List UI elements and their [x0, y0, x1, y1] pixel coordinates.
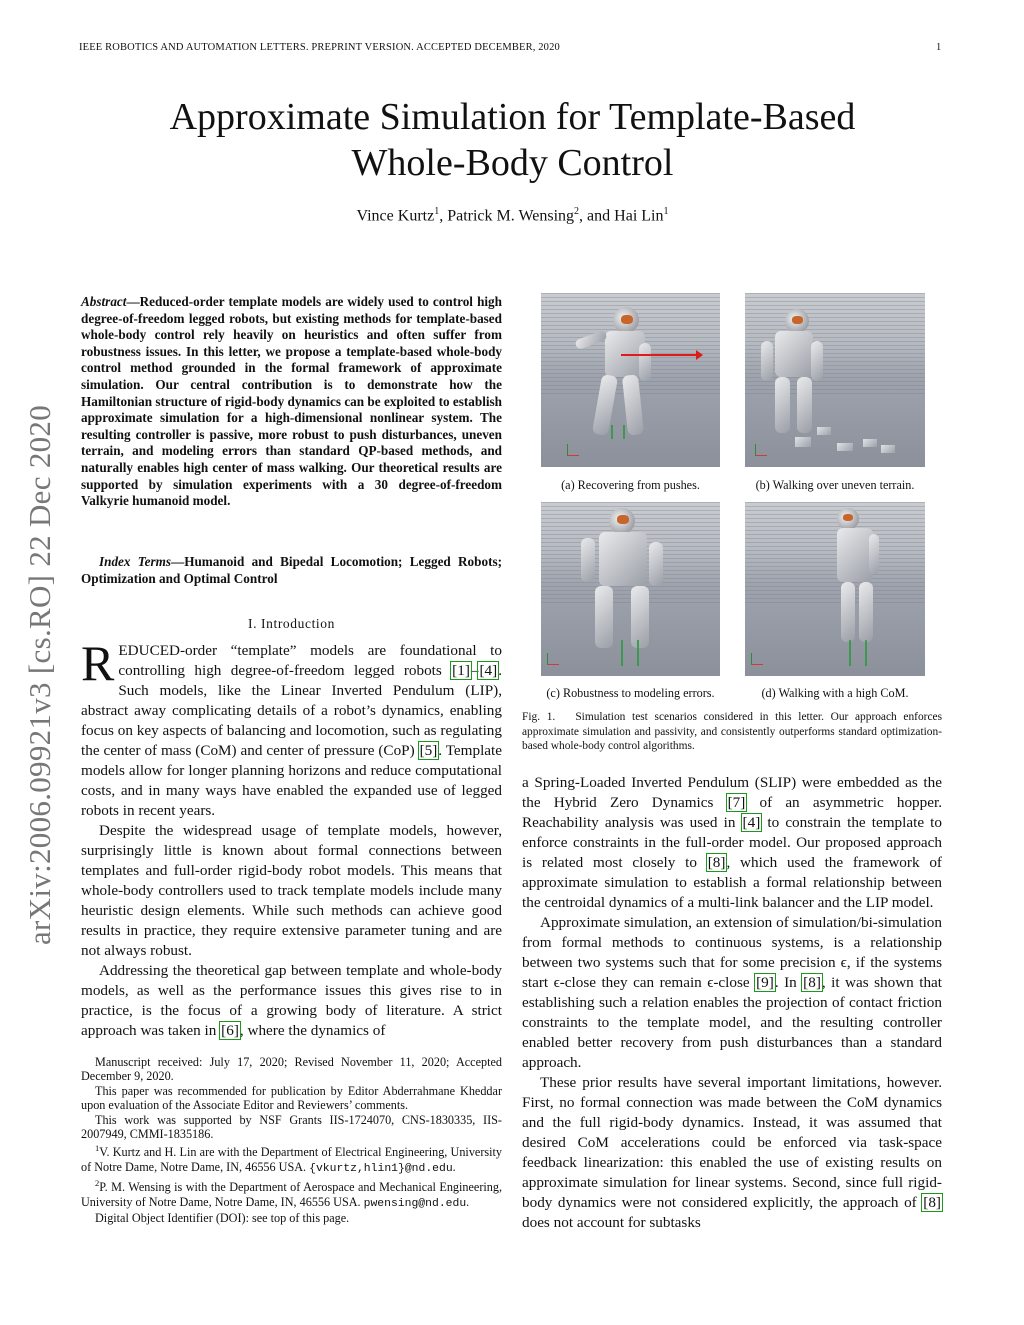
body-text: to constrain the template to enforce constraints in the full-order model. Our proposed approach is related most closely to: [522, 814, 942, 871]
figure-panel-d: [745, 502, 925, 676]
contact-force-icon: [849, 640, 867, 666]
intro-text: –: [470, 662, 479, 679]
citation-link[interactable]: [8]: [707, 854, 726, 871]
citation-link[interactable]: [4]: [742, 814, 761, 831]
robot-leg: [775, 377, 790, 433]
footnote-marker: 2: [95, 1178, 100, 1189]
email-link[interactable]: {vkurtz,hlin1}@nd.edu: [309, 1162, 453, 1175]
body-paragraph: [522, 913, 942, 1073]
footnotes: [81, 1055, 502, 1226]
citation-link[interactable]: [7]: [727, 794, 746, 811]
robot-leg: [859, 582, 873, 642]
body-paragraph: [522, 773, 942, 913]
title-line-2: Whole-Body Control: [351, 142, 674, 184]
index-terms: [81, 554, 502, 587]
contact-force-icon: [621, 640, 639, 666]
axis-y-icon: [567, 444, 568, 456]
footnote: This paper was recommended for publication by Editor Abderrahmane Kheddar upon evaluation of the Associate Editor and Reviewers’ comments.: [81, 1083, 502, 1113]
body-text: a Spring-Loaded Inverted Pendulum (SLIP) were embedded as the the Hybrid Zero Dynamics: [522, 774, 942, 811]
body-text: , it was shown that establishing such a relation enables the projection of contact friction constraints to the template model, and the resulting controller enabled better recovery from push disturbances than a standard approach.: [522, 974, 942, 1071]
citation-link[interactable]: [9]: [756, 974, 774, 991]
terrain-block: [881, 445, 895, 453]
footnote: [81, 1141, 502, 1176]
robot-arm: [869, 534, 879, 574]
intro-text: Addressing the theoretical gap between template and whole-body models, as well as the performance issues this gives rise to in practice, is the focus of a growing body of literature. A strict approach was taken in: [81, 962, 502, 1039]
intro-text: . Such models, like the Linear Inverted Pendulum (LIP), abstract away complicating details of a robot’s dynamics, enabling focus on key aspects of balancing and locomotion, such as regulating the center of mass (CoM) and center of pressure (CoP): [81, 662, 502, 759]
footnote-text: P. M. Wensing is with the Department of Aerospace and Mechanical Engineering, University of Notre Dame, Notre Dame, IN, 46556 USA.: [81, 1180, 502, 1209]
terrain-block: [795, 437, 811, 447]
drop-cap: R: [81, 635, 115, 691]
robot-leg: [841, 582, 855, 642]
axis-y-icon: [751, 653, 752, 665]
index-terms-label: Index Terms: [99, 554, 172, 569]
citation-link[interactable]: [5]: [419, 742, 438, 759]
page-number: 1: [936, 42, 942, 53]
contact-force-icon: [611, 425, 625, 439]
robot-torso: [775, 331, 813, 377]
figure-caption-text: Simulation test scenarios considered in this letter. Our approach enforces approximate simulation and passivity, and consistently outperforms standard optimization-based whole-body control algorithms.: [522, 711, 943, 753]
author-separator: ,: [439, 207, 448, 225]
subfigure-caption-d: (d) Walking with a high CoM.: [761, 686, 909, 700]
intro-paragraph: [81, 961, 502, 1041]
author-2-affil: 2: [574, 206, 580, 217]
robot-leg: [797, 377, 812, 433]
robot-visor: [792, 316, 803, 324]
robot-visor: [621, 315, 633, 324]
terrain-block: [817, 427, 831, 435]
author-3-affil: 1: [663, 206, 669, 217]
robot-arm: [761, 341, 773, 381]
figure-label: Fig. 1.: [522, 711, 556, 723]
subfigure-caption-b: (b) Walking over uneven terrain.: [755, 478, 915, 492]
body-text: Approximate simulation, an extension of simulation/bi-simulation from formal methods to continuous systems, is a relationship between two systems such that for some precision ϵ, if the systems start ϵ-close they can remain ϵ-close: [522, 914, 942, 991]
robot-visor: [843, 514, 853, 521]
subfigure-caption-a: (a) Recovering from pushes.: [561, 478, 700, 492]
robot-visor: [617, 515, 629, 524]
body-paragraph: [522, 1073, 942, 1233]
body-text: These prior results have several important limitations, however. First, no formal connection was made between the CoM dynamics and the full rigid-body dynamics. Instead, it was assumed that desired CoM accelerations could be enforced via task-space feedback linearization: this enabled the use of existing results on approximate simulation for linear systems. Second, since full rigid-body dynamics were not considered explicitly, the approach of: [522, 1074, 942, 1211]
abstract-label: Abstract: [81, 294, 127, 309]
citation-link[interactable]: [1]: [452, 662, 470, 679]
author-3: Hai Lin: [614, 207, 664, 225]
footnote-text: .: [466, 1194, 470, 1209]
footnote: [81, 1176, 502, 1211]
axis-x-icon: [751, 664, 763, 665]
right-column-body: [522, 773, 942, 1233]
figure-panel-c: [541, 502, 720, 676]
terrain-block: [863, 439, 877, 447]
footnote-text: V. Kurtz and H. Lin are with the Department of Electrical Engineering, University of Notre Dame, Notre Dame, IN, 46556 USA.: [81, 1145, 502, 1174]
author-2: Patrick M. Wensing: [447, 207, 575, 225]
figure-panel-a: [541, 293, 720, 467]
citation-link[interactable]: [4]: [479, 662, 498, 679]
robot-arm: [649, 542, 663, 586]
figure-panel-b: [745, 293, 925, 467]
body-text: . In: [774, 974, 803, 991]
body-text: does not account for subtasks: [522, 1214, 701, 1231]
axis-y-icon: [547, 653, 548, 665]
body-text: of an asymmetric hopper. Reachability analysis was used in: [522, 794, 942, 831]
title-line-1: Approximate Simulation for Template-Based: [169, 96, 856, 138]
intro-paragraph: [81, 635, 502, 821]
section-heading: I. Introduction: [248, 616, 335, 631]
subfigure-caption-c: (c) Robustness to modeling errors.: [546, 686, 715, 700]
citation-link[interactable]: [8]: [803, 974, 821, 991]
author-separator: , and: [579, 207, 615, 225]
axis-x-icon: [567, 455, 579, 456]
paper-title: [60, 94, 965, 186]
body-text: , which used the framework of approximate simulation to establish a formal relationship between the centroidal dynamics of a multi-link balancer and the LIP model.: [522, 854, 942, 911]
footnote: Digital Object Identifier (DOI): see top of this page.: [95, 1211, 350, 1226]
footnote: This work was supported by NSF Grants IIS-1724070, CNS-1830335, IIS-2007949, CMMI-1835186.: [81, 1112, 502, 1142]
axis-y-icon: [755, 444, 756, 456]
author-1: Vince Kurtz: [356, 207, 435, 225]
intro-text: EDUCED-order “template” models are foundational to controlling high degree-of-freedom legged robots: [118, 642, 502, 679]
robot-torso: [599, 532, 647, 586]
axis-x-icon: [547, 664, 559, 665]
robot-leg: [595, 586, 613, 648]
robot-arm: [811, 341, 823, 381]
robot-arm: [581, 538, 595, 582]
robot-leg: [631, 586, 649, 648]
intro-text: . Template models allow for longer planning horizons and reduce computational costs, and in many ways have enabled the expanded use of legged robots in recent years.: [81, 742, 502, 819]
author-list: [60, 206, 965, 225]
citation-link[interactable]: [6]: [221, 1022, 239, 1039]
footnote: Manuscript received: July 17, 2020; Revised November 11, 2020; Accepted December 9, 2020.: [81, 1055, 502, 1084]
figure-caption: [522, 710, 942, 754]
intro-text: , where the dynamics of: [239, 1022, 386, 1039]
citation-link[interactable]: [8]: [923, 1194, 941, 1211]
abstract-text: —Reduced-order template models are widely used to control high degree-of-freedom legged robots, but existing methods for template-based whole-body control rely heavily on heuristics and often suffer from robustness issues. In this letter, we propose a template-based whole-body control method grounded in the formal framework of approximate simulation. Our central contribution is to demonstrate how the Hamiltonian structure of rigid-body dynamics can be exploited to establish approximate simulation for a high-dimensional nonlinear system. The resulting controller is passive, more robust to push disturbances, uneven terrain, and modeling errors than standard QP-based methods, and naturally enables high center of mass walking. Our theoretical results are supported by simulation experiments with a 30 degree-of-freedom Valkyrie humanoid model.: [81, 294, 502, 509]
robot-torso: [837, 528, 873, 582]
abstract: [81, 294, 502, 510]
introduction-body: [81, 635, 502, 1041]
robot-arm: [639, 343, 651, 381]
footnote-marker: 1: [95, 1143, 100, 1154]
push-arrow-icon: [621, 354, 697, 356]
arxiv-stamp: arXiv:2006.09921v3 [cs.RO] 22 Dec 2020: [22, 404, 57, 945]
axis-x-icon: [755, 455, 767, 456]
running-header: IEEE ROBOTICS AND AUTOMATION LETTERS. PREPRINT VERSION. ACCEPTED DECEMBER, 2020: [79, 42, 560, 53]
intro-paragraph: Despite the widespread usage of template models, however, surprisingly little is known about formal connections between templates and full-order rigid-body robot models. This means that whole-body controllers used to track template models include many heuristic design elements. While such methods can achieve good results in practice, they require extensive parameter tuning and are not always robust.: [81, 822, 502, 959]
email-link[interactable]: pwensing@nd.edu: [363, 1197, 467, 1210]
terrain-block: [837, 443, 853, 451]
footnote-text: .: [452, 1159, 456, 1174]
author-1-affil: 1: [434, 206, 440, 217]
index-terms-text: —Humanoid and Bipedal Locomotion; Legged Robots; Optimization and Optimal Control: [81, 554, 502, 586]
